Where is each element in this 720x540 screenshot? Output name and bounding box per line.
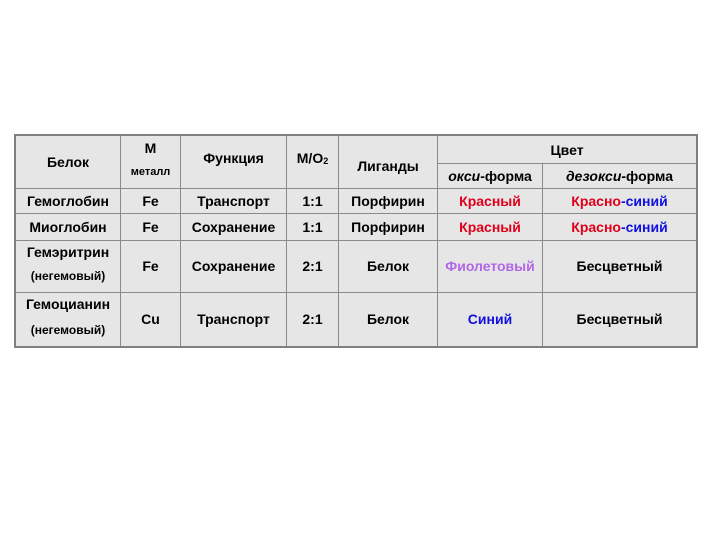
header-deoxy-suffix: -форма (621, 167, 673, 184)
header-protein: Белок (46, 154, 90, 170)
header-mo2-subscript: 2 (323, 156, 329, 166)
cell-function: Транспорт (197, 311, 270, 327)
cell-metal: Fe (142, 192, 159, 209)
header-metal-symbol: M (144, 140, 157, 156)
protein-table (14, 134, 698, 348)
cell-metal: Cu (141, 311, 160, 327)
cell-oxy-color: Красный (459, 218, 521, 235)
cell-ratio: 2:1 (302, 258, 323, 274)
cell-deoxy-color (543, 213, 696, 240)
cell-ligand: Белок (366, 258, 410, 274)
cell-function: Транспорт (197, 192, 270, 209)
header-deoxy-prefix: дезокси (566, 167, 622, 184)
deoxy-color-part-b: -синий (620, 192, 668, 209)
cell-deoxy-color (543, 188, 696, 213)
cell-ligand: Порфирин (351, 218, 425, 235)
cell-protein: Гемэритрин (26, 244, 110, 260)
cell-protein-note: (негемовый) (30, 269, 106, 283)
cell-ratio: 1:1 (302, 192, 323, 209)
cell-protein: Гемоцианин (25, 296, 111, 312)
cell-deoxy-color: Бесцветный (576, 258, 663, 274)
cell-metal: Fe (142, 218, 159, 235)
header-deoxy-form (543, 163, 696, 188)
header-ligands: Лиганды (357, 158, 419, 174)
cell-deoxy-color: Бесцветный (576, 311, 663, 327)
header-color: Цвет (550, 141, 584, 158)
header-oxy-prefix: окси (448, 167, 481, 184)
cell-ligand: Белок (366, 311, 410, 327)
header-mo2-text: M/O (296, 150, 324, 166)
deoxy-color-part-a: Красно (571, 192, 621, 209)
header-function: Функция (203, 150, 264, 166)
header-oxy-form (438, 163, 542, 188)
cell-function: Сохранение (191, 258, 276, 274)
cell-oxy-color: Фиолетовый (445, 258, 535, 274)
cell-protein-note: (негемовый) (30, 323, 106, 337)
cell-protein: Гемоглобин (26, 192, 109, 209)
cell-oxy-color: Красный (459, 192, 521, 209)
cell-ratio: 2:1 (302, 311, 323, 327)
header-oxy-suffix: -форма (480, 167, 532, 184)
deoxy-color-part-a: Красно (571, 218, 621, 235)
cell-ratio: 1:1 (302, 218, 323, 235)
deoxy-color-part-b: -синий (620, 218, 668, 235)
cell-function: Сохранение (191, 218, 276, 235)
cell-ligand: Порфирин (351, 192, 425, 209)
cell-protein: Миоглобин (29, 218, 107, 235)
cell-metal: Fe (142, 258, 159, 274)
header-mo2 (287, 136, 338, 180)
cell-oxy-color: Синий (467, 311, 513, 327)
header-metal-label: металл (130, 166, 171, 178)
